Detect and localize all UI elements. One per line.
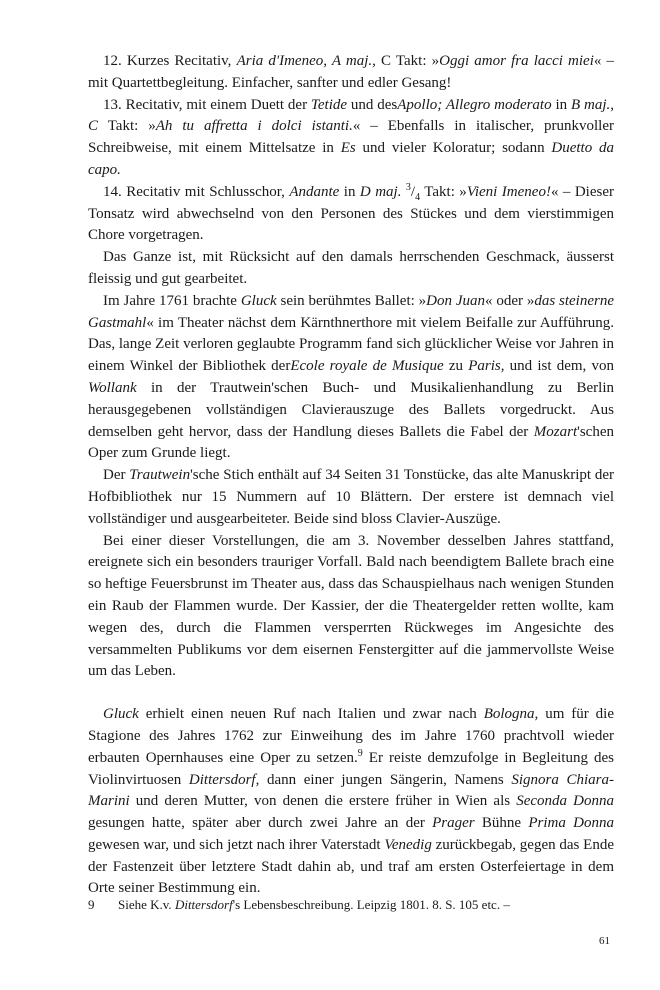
text-run: Takt: » — [98, 118, 156, 135]
footnote — [88, 896, 614, 914]
italic-text: Oggi amor fra lacci miei — [439, 53, 594, 69]
text-run: zu — [443, 358, 469, 375]
paragraph — [88, 291, 614, 465]
text-run: und des — [347, 96, 398, 113]
text-run: in — [339, 183, 360, 200]
text-run: gesungen hatte, später aber durch zwei Jahre an der — [88, 815, 433, 832]
italic-text: Es — [340, 140, 356, 157]
text-run: und ist dem, von — [504, 358, 614, 375]
text-run: in — [551, 96, 571, 113]
text-run: sein berühmtes Ballet: » — [276, 292, 427, 309]
paragraph — [88, 247, 614, 291]
text-run: « – Ebenfalls in italischer, prunkvoller Schreibweise, mit einem Mittelsatze in — [88, 118, 614, 157]
paragraph — [88, 531, 614, 684]
italic-text: Trautwein — [129, 467, 191, 484]
text-run: Das Ganze ist, mit Rücksicht auf den damals herrschenden Geschmack, äusserst fleissig und gut gearbeitet. — [88, 249, 614, 287]
italic-text: Venedig — [384, 836, 432, 853]
italic-text: Wollank — [88, 379, 137, 396]
footnote-reference[interactable]: 9 — [357, 747, 363, 759]
text-run: 12. Kurzes Recitativ, — [103, 53, 237, 69]
italic-text: Prima Donna — [528, 815, 614, 832]
italic-text: Bologna, — [483, 706, 539, 723]
italic-text: Apollo; Allegro moderato — [397, 96, 552, 113]
text-run: 14. Recitativ mit Schlusschor, — [103, 183, 290, 200]
text-run: Im Jahre 1761 brachte — [103, 292, 241, 309]
text-run: zurückbegab, gegen das Ende der Fastenzeit über letztere Stadt dahin ab, und traf am ersten Osterfeiertage in dem Orte seiner Bestimmung ein. — [88, 836, 614, 897]
text-run: Bühne — [474, 815, 529, 832]
italic-text: Mozart — [533, 423, 578, 440]
footnote-text — [118, 896, 614, 914]
body-text — [88, 51, 614, 900]
paragraph — [88, 465, 614, 530]
text-run: gewesen war, und sich jetzt nach ihrer Vaterstadt — [88, 836, 385, 853]
italic-text: Paris, — [468, 358, 505, 375]
italic-text: Signora Chiara-Marini — [88, 771, 615, 810]
italic-text: Gluck — [103, 706, 139, 723]
italic-text: Dittersdorf — [174, 897, 233, 912]
italic-text: Ecole royale de Musique — [290, 358, 444, 375]
text-run: Siehe K.v. — [118, 897, 175, 912]
text-run: um für die Stagione des Jahres 1762 zur Einweihung des im Jahre 1760 prachtvoll wieder erbauten Opernhauses eine Oper zu setzen. — [88, 706, 615, 766]
text-run: 13. Recitativ, mit einem Duett der — [103, 96, 311, 113]
italic-text: Aria d'Imeneo, A maj., — [236, 53, 376, 69]
fraction-numerator: 3 — [405, 181, 411, 193]
text-run: « im Theater nächst dem Kärnthnerthore mit vielem Beifalle zur Aufführung. Das, lange Zeit verloren geglaubte Programm fand sich glücklicher Weise vor Jahren in einem Winkel der Bibliothek der — [88, 314, 614, 375]
italic-text: Dittersdorf, — [188, 771, 260, 788]
text-run: in der Trautwein'schen Buch- und Musikalienhandlung zu Berlin herausgegebenen vollständigen Clavierauszuge des Ballets vorgedruckt. Aus demselben geht hervor, dass der Handlung dieses Ballets die Fabel der — [88, 379, 614, 440]
italic-text: das steinerne Gastmahl — [88, 292, 615, 331]
paragraph — [88, 95, 614, 182]
italic-text: Ah tu affretta i dolci istanti. — [155, 118, 353, 135]
text-run: 's Lebensbeschreibung. Leipzig 1801. 8. S. 105 etc. – — [232, 897, 510, 912]
italic-text: Duetto da capo. — [88, 140, 615, 178]
text-run: Er reiste demzufolge in Begleitung des Violinvirtuosen — [88, 749, 615, 788]
italic-text: D maj. — [359, 183, 402, 200]
text-run: und deren Mutter, von denen die erstere früher in Wien als — [129, 793, 517, 810]
text-run: Der — [103, 467, 130, 484]
text-run: C Takt: » — [375, 53, 440, 69]
paragraph — [88, 182, 614, 247]
italic-text: Vieni Imeneo! — [466, 183, 551, 200]
text-run: 'sche Stich enthält auf 34 Seiten 31 Tonstücke, das alte Manuskript der Hofbibliothek nur 15 Nummern auf 10 Blättern. Der erstere ist demnach viel vollständiger und ausgearbeiteter. Beide sind bloss Clavier-Auszüge. — [88, 467, 614, 527]
paragraph — [88, 51, 614, 95]
text-run: dann einer jungen Sängerin, Namens — [259, 771, 512, 788]
footnote-number: 9 — [88, 897, 95, 912]
italic-text: Seconda Donna — [516, 793, 614, 810]
text-run: « – mit Quartettbegleitung. Einfacher, sanfter und edler Gesang! — [88, 53, 615, 91]
italic-text: Andante — [289, 183, 340, 200]
text-run: « – Dieser Tonsatz wird abwechselnd von den Personen des Stückes und dem vierstimmigen Chore vorgetragen. — [88, 183, 614, 244]
fraction-denominator: 4 — [415, 191, 421, 203]
text-run: erhielt einen neuen Ruf nach Italien und zwar nach — [138, 706, 484, 723]
text-run: 'schen Oper zum Grunde liegt. — [88, 423, 614, 462]
italic-text: B maj., C — [88, 96, 614, 135]
time-signature-fraction: $^3/_4$ — [405, 181, 421, 203]
text-run: Takt: » — [420, 183, 467, 200]
text-run: Bei einer dieser Vorstellungen, die am 3. November desselben Jahres stattfand, ereignete sich ein besonders trauriger Vorfall. Bald nach beendigtem Ballete brach eine so heftige Feuersbrunst im Theater aus, dass das Schauspielhaus nach wenigen Stunden ein Raub der Flammen wurde. Der Kassier, der die Theatergelder retten wollte, kam wegen des, durch die Flammen versperrten Rückweges im Angesichte des versammelten Publikums vor dem eisernen Fenstergitter auf die jammervollste Weise um das Leben. — [88, 532, 614, 680]
page-number: 61 — [599, 935, 610, 947]
text-run: und vieler Koloratur; sodann — [355, 140, 552, 157]
italic-text: Prager — [432, 815, 475, 832]
italic-text: Don Juan — [426, 292, 485, 309]
italic-text: Gluck — [240, 292, 277, 309]
paragraph — [88, 704, 614, 900]
italic-text: Tetide — [310, 96, 348, 113]
text-run: « oder » — [485, 292, 535, 309]
